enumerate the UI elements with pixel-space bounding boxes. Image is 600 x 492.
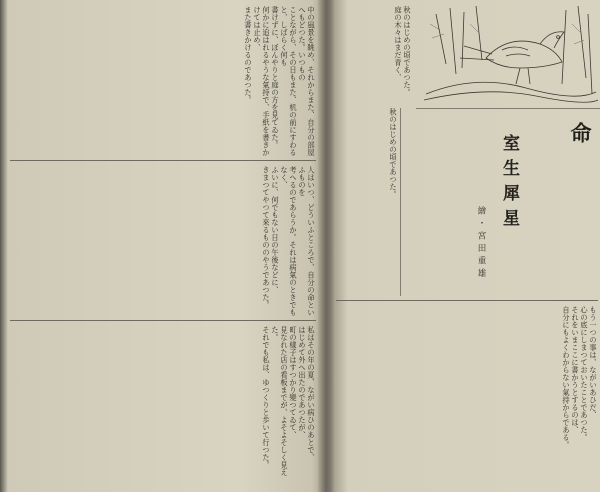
text-block-top-right [336,6,412,106]
paragraph: 中の風景を眺め、それからまた、自分の部屋へもどつた。いつもの [298,6,316,156]
paragraph: はじめて外へ出たのであつたが、 [298,326,307,439]
paragraph: 書けずに、ぼんやりと庭の方を見てゐた。 [271,6,280,149]
paragraph: 秋のはじめの頃であつた。 [403,6,412,96]
text-block-bottom-right [336,306,598,486]
paragraph: ことながら、その日もまた、机の前にすわると、しばらく何も [280,6,298,156]
column-rule [336,300,598,301]
paragraph: 庭の木々はまだ青く、 [394,6,403,81]
author-name: 室生犀星 [499,134,519,234]
text-block-side [336,108,398,296]
right-page [332,0,600,492]
paragraph: また書きかけるのであつた。 [244,6,253,104]
paragraph: 秋のはじめの頃であつた。 [389,108,398,198]
paragraph: 何かに追はれるやうな氣持で、手紙を書きかけては止め、 [253,6,271,156]
paragraph: 考へるのであらうか。それは病氣のときでもなく、 [280,166,298,316]
left-page [6,0,324,492]
column-rule [10,160,316,161]
text-block-middle [10,166,316,316]
paragraph: 町の樣子はすつかり變つてゐて、 [289,326,298,439]
paragraph: 人はいつ、どういふところで、自分の命といふものを [298,166,316,316]
paragraph: 自分にもよくわからない氣持からである。 [562,306,571,449]
paragraph: 私はその年の夏、ながい病ひのあとで、 [307,326,316,461]
paragraph: 心の底にしまつておいたことであつた。 [580,306,589,441]
paragraph: ふいに、何でもない日の午後などに、 [271,166,280,294]
column-rule [10,320,316,321]
paragraph: それをいまここに書かうとするのは、 [571,306,580,434]
paragraph: 見なれた店の看板までが、よそよそしく見えた。 [271,326,289,476]
bird-illustration [416,4,600,109]
title-box [400,108,600,296]
illustrator-credit: 繪・宮田重雄 [476,206,486,281]
paragraph: きまつてやつて來るもののやうであつた。 [262,166,271,309]
bird-icon [416,4,600,108]
paragraph: もう一つの事は、ながいあひだ、 [589,306,598,419]
story-title: 命 [568,122,593,153]
text-block-top [10,6,316,156]
text-block-bottom [10,326,316,486]
paragraph: それでも私は、ゆつくりと歩いて行つた。 [262,326,271,469]
